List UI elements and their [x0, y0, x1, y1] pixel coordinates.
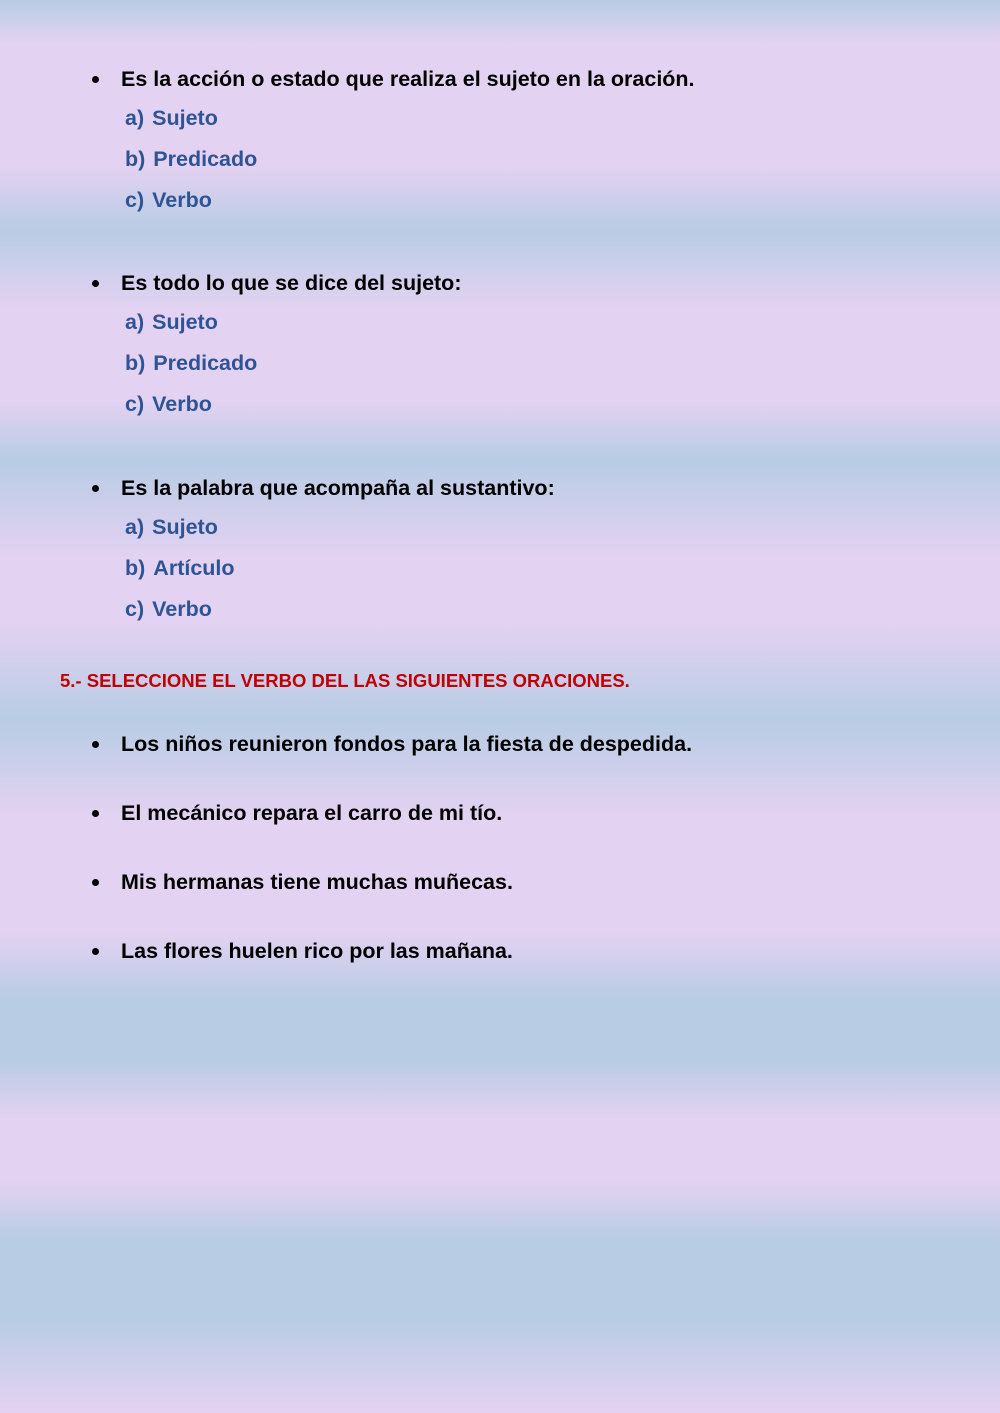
question-2-line — [88, 268, 461, 298]
question-2-options — [125, 302, 461, 425]
question-1-text: Es la acción o estado que realiza el sujeto en la oración. — [121, 66, 695, 91]
sentence-2 — [88, 798, 502, 828]
question-3 — [88, 473, 555, 630]
bullet-icon — [92, 76, 99, 83]
question-3-line — [88, 473, 555, 503]
question-3-option-a[interactable] — [125, 507, 555, 548]
question-1-options — [125, 98, 695, 221]
section-5-title: 5.- SELECCIONE EL VERBO DEL LAS SIGUIENTES ORACIONES. — [60, 670, 630, 691]
option-letter: c) — [125, 392, 145, 416]
option-label: Predicado — [153, 147, 258, 171]
option-letter: b) — [125, 351, 146, 375]
sentence-2-line — [88, 798, 502, 828]
question-3-options — [125, 507, 555, 630]
question-3-text: Es la palabra que acompaña al sustantivo: — [121, 475, 555, 500]
option-letter: a) — [125, 106, 145, 130]
question-1-line — [88, 64, 695, 94]
bullet-icon — [92, 280, 99, 287]
sentence-4-text[interactable]: Las flores huelen rico por las mañana. — [121, 938, 513, 963]
question-1-option-c[interactable] — [125, 180, 695, 221]
option-label: Verbo — [152, 188, 212, 212]
option-label: Sujeto — [152, 515, 218, 539]
sentence-3-text[interactable]: Mis hermanas tiene muchas muñecas. — [121, 869, 513, 894]
sentence-4-line — [88, 936, 513, 966]
sentence-1 — [88, 729, 692, 759]
question-3-option-b[interactable] — [125, 548, 555, 589]
bullet-icon — [92, 810, 99, 817]
question-2-option-c[interactable] — [125, 384, 461, 425]
bullet-icon — [92, 741, 99, 748]
question-2-option-a[interactable] — [125, 302, 461, 343]
bullet-icon — [92, 485, 99, 492]
sentence-3 — [88, 867, 513, 897]
option-letter: c) — [125, 597, 145, 621]
option-label: Verbo — [152, 597, 212, 621]
option-label: Verbo — [152, 392, 212, 416]
option-letter: b) — [125, 556, 146, 580]
option-letter: a) — [125, 515, 145, 539]
question-1 — [88, 64, 695, 221]
question-1-option-a[interactable] — [125, 98, 695, 139]
sentence-1-text[interactable]: Los niños reunieron fondos para la fiesta de despedida. — [121, 731, 693, 756]
question-2-option-b[interactable] — [125, 343, 461, 384]
option-label: Sujeto — [152, 106, 218, 130]
option-label: Artículo — [153, 556, 235, 580]
sentence-2-text[interactable]: El mecánico repara el carro de mi tío. — [121, 800, 503, 825]
option-label: Predicado — [153, 351, 258, 375]
bullet-icon — [92, 879, 99, 886]
option-letter: b) — [125, 147, 146, 171]
question-2 — [88, 268, 461, 425]
question-3-option-c[interactable] — [125, 589, 555, 630]
option-letter: c) — [125, 188, 145, 212]
option-label: Sujeto — [152, 310, 218, 334]
bullet-icon — [92, 948, 99, 955]
question-1-option-b[interactable] — [125, 139, 695, 180]
sentence-3-line — [88, 867, 513, 897]
question-2-text: Es todo lo que se dice del sujeto: — [121, 270, 462, 295]
sentence-1-line — [88, 729, 692, 759]
sentence-4 — [88, 936, 513, 966]
option-letter: a) — [125, 310, 145, 334]
